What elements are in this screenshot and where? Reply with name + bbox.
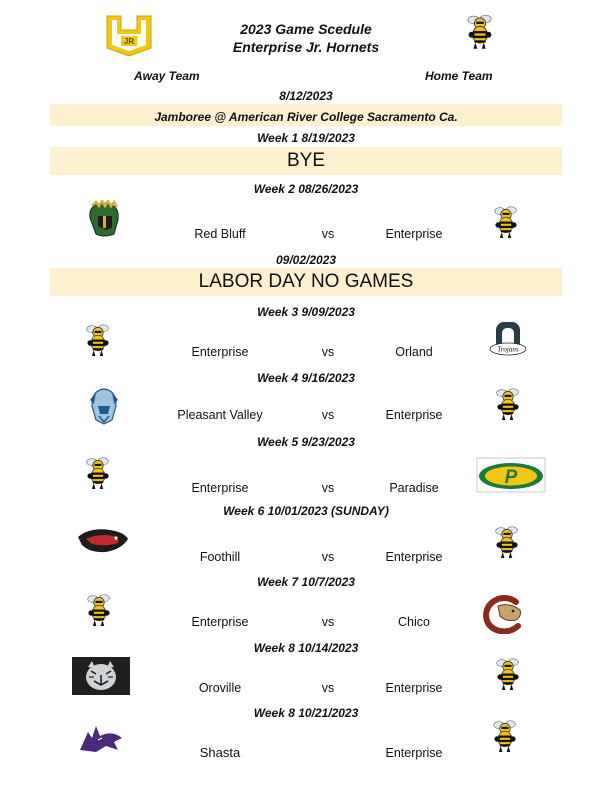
week-9-away-team: Shasta <box>199 745 241 760</box>
foothill-cougar-icon <box>76 527 130 555</box>
week-7-away-team: Enterprise <box>191 615 249 629</box>
paradise-logo-letter: P <box>504 467 518 488</box>
home-team-label: Home Team <box>425 69 493 83</box>
hornet-mascot-icon <box>495 386 521 421</box>
week-5-home-team: Paradise <box>389 481 439 495</box>
week-6-vs: vs <box>321 550 335 564</box>
week-8-home-team: Enterprise <box>385 681 443 695</box>
week-2-away-team: Red Bluff <box>194 227 246 241</box>
hornet-mascot-icon <box>493 204 519 239</box>
chico-panther-icon <box>482 594 526 634</box>
hornet-mascot-icon <box>492 718 518 753</box>
bye-text: BYE <box>286 150 326 171</box>
week-7-home-team: Chico <box>398 615 430 629</box>
red-bluff-spartan-icon <box>84 200 126 240</box>
week-4-home-team: Enterprise <box>385 408 443 422</box>
shasta-wolf-icon <box>78 724 124 754</box>
week-6-label: Week 6 10/01/2023 (SUNDAY) <box>223 504 389 518</box>
week-1-label: Week 1 8/19/2023 <box>257 131 355 145</box>
week-3-away-team: Enterprise <box>191 345 249 359</box>
week-4-vs: vs <box>321 408 335 422</box>
week-9-label: Week 8 10/21/2023 <box>253 706 359 720</box>
week-9-home-team: Enterprise <box>385 746 443 760</box>
week-8-away-team: Oroville <box>198 681 242 695</box>
week-4-away-team: Pleasant Valley <box>177 408 263 422</box>
week-3-home-team: Orland <box>395 345 433 359</box>
week-2-label: Week 2 08/26/2023 <box>253 182 359 196</box>
week-2-vs: vs <box>321 227 335 241</box>
jamboree-date: 8/12/2023 <box>279 89 333 103</box>
away-team-label: Away Team <box>134 69 200 83</box>
week-5-label: Week 5 9/23/2023 <box>257 435 355 449</box>
page-subtitle: Enterprise Jr. Hornets <box>232 39 380 55</box>
hornet-mascot-icon <box>495 656 521 691</box>
week-4-label: Week 4 9/16/2023 <box>257 371 355 385</box>
paradise-logo-icon <box>476 457 546 493</box>
week-6-away-team: Foothill <box>199 550 241 564</box>
orland-logo-text: Trojans <box>497 345 519 354</box>
logo-text: JR <box>123 37 135 46</box>
week-5-away-team: Enterprise <box>191 481 249 495</box>
week-7-label: Week 7 10/7/2023 <box>257 575 355 589</box>
pleasant-valley-viking-icon <box>86 386 122 426</box>
hornet-mascot-icon <box>494 524 520 559</box>
orland-trojans-icon <box>488 320 528 358</box>
labor-day-text: LABOR DAY NO GAMES <box>198 271 414 292</box>
week-8-label: Week 8 10/14/2023 <box>253 641 359 655</box>
labor-day-date: 09/02/2023 <box>275 253 337 267</box>
week-7-vs: vs <box>321 615 335 629</box>
week-2-home-team: Enterprise <box>385 227 443 241</box>
hornet-mascot-icon <box>85 322 111 357</box>
week-3-label: Week 3 9/09/2023 <box>257 305 355 319</box>
jamboree-text: Jamboree @ American River College Sacramento Ca. <box>154 110 458 124</box>
oroville-tiger-icon <box>72 657 130 695</box>
hornet-mascot-icon <box>86 592 112 627</box>
week-5-vs: vs <box>321 481 335 495</box>
week-8-vs: vs <box>321 681 335 695</box>
week-6-home-team: Enterprise <box>385 550 443 564</box>
week-3-vs: vs <box>321 345 335 359</box>
hornet-mascot-icon <box>85 455 111 490</box>
hornet-mascot-icon <box>466 12 494 50</box>
page-title: 2023 Game Scedule <box>240 21 372 37</box>
